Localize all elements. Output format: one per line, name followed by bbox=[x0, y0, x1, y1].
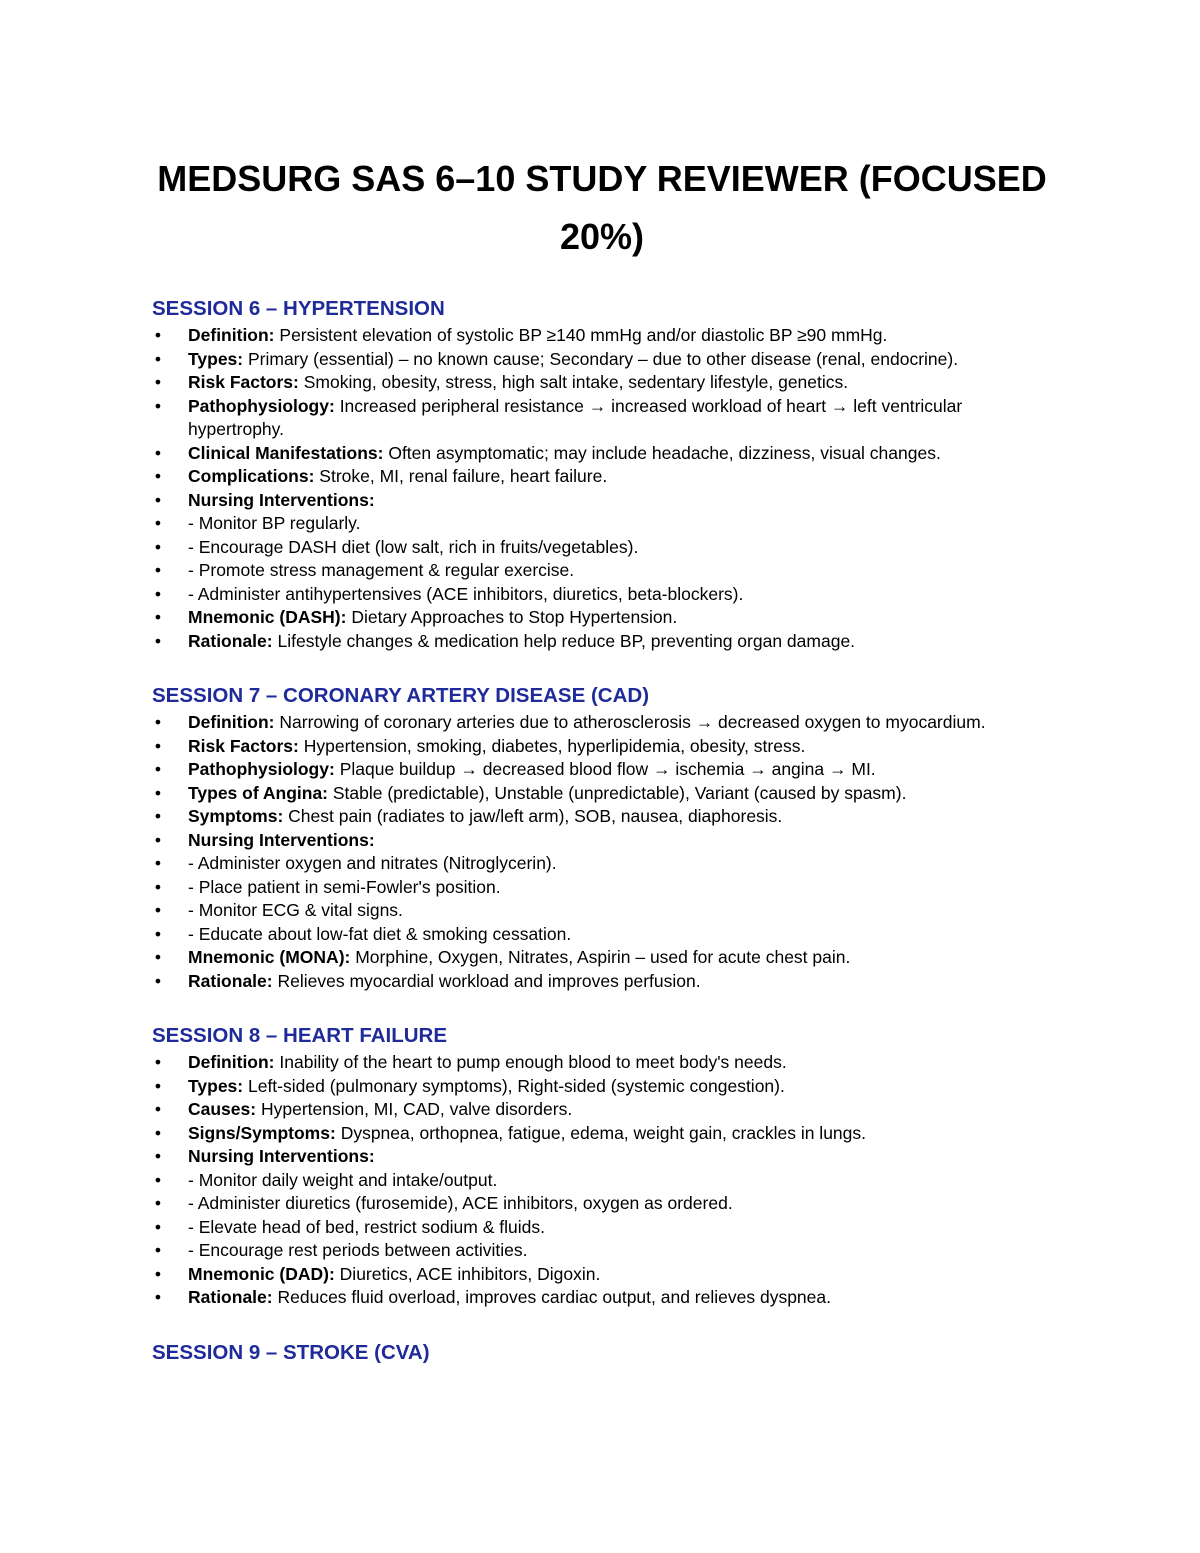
item-label: Risk Factors: bbox=[188, 735, 299, 756]
item-label: Mnemonic (DASH): bbox=[188, 607, 347, 627]
item-label: Nursing Interventions: bbox=[188, 1146, 375, 1166]
bullet-icon: • bbox=[154, 630, 162, 651]
bullet-icon: • bbox=[154, 325, 162, 345]
bullet-icon: • bbox=[154, 536, 162, 557]
list-item bbox=[152, 465, 1052, 489]
bullet-icon: • bbox=[154, 876, 162, 897]
bullet-icon: • bbox=[154, 735, 162, 756]
bullet-icon: • bbox=[154, 853, 162, 873]
item-text: Lifestyle changes & medication help reduce BP, preventing organ damage. bbox=[277, 630, 856, 651]
item-text: Increased peripheral resistance → increased workload of heart → left ventricular hypertrophy. bbox=[188, 395, 963, 439]
list-item bbox=[152, 630, 1052, 654]
list-item bbox=[152, 758, 1052, 782]
bullet-icon: • bbox=[154, 442, 162, 463]
item-text: - Educate about low-fat diet & smoking cessation. bbox=[188, 923, 572, 944]
item-text: Chest pain (radiates to jaw/left arm), SOB, nausea, diaphoresis. bbox=[288, 806, 783, 826]
section-3 bbox=[152, 1023, 1052, 1310]
list-item bbox=[152, 512, 1052, 536]
bullet-icon: • bbox=[154, 372, 162, 392]
item-text: - Monitor daily weight and intake/output. bbox=[188, 1169, 498, 1190]
item-text: Inability of the heart to pump enough blood to meet body's needs. bbox=[279, 1052, 787, 1072]
item-text: - Elevate head of bed, restrict sodium & fluids. bbox=[188, 1216, 545, 1237]
list-item bbox=[152, 1286, 1052, 1310]
section-1 bbox=[152, 296, 1052, 653]
list-item bbox=[152, 395, 1052, 442]
bullet-icon: • bbox=[154, 1193, 162, 1213]
list-item bbox=[152, 442, 1052, 466]
list-item bbox=[152, 899, 1052, 923]
item-label: Nursing Interventions: bbox=[188, 489, 375, 510]
item-text: - Administer antihypertensives (ACE inhibitors, diuretics, beta-blockers). bbox=[188, 583, 744, 604]
item-label: Risk Factors: bbox=[188, 372, 299, 392]
bullet-icon: • bbox=[154, 1216, 162, 1237]
section-item-list bbox=[152, 324, 1052, 653]
item-text: Reduces fluid overload, improves cardiac output, and relieves dyspnea. bbox=[277, 1287, 831, 1307]
item-text: Diuretics, ACE inhibitors, Digoxin. bbox=[339, 1263, 601, 1284]
item-label: Pathophysiology: bbox=[188, 759, 335, 779]
list-item bbox=[152, 606, 1052, 630]
list-item bbox=[152, 583, 1052, 607]
item-label: Definition: bbox=[188, 1052, 275, 1072]
list-item bbox=[152, 946, 1052, 970]
bullet-icon: • bbox=[154, 583, 162, 604]
bullet-icon: • bbox=[154, 947, 162, 967]
list-item bbox=[152, 1263, 1052, 1287]
bullet-icon: • bbox=[154, 607, 162, 627]
item-label: Pathophysiology: bbox=[188, 395, 335, 416]
item-text: Primary (essential) – no known cause; Secondary – due to other disease (renal, endocrine). bbox=[247, 348, 959, 369]
list-item bbox=[152, 371, 1052, 395]
bullet-icon: • bbox=[154, 513, 162, 533]
bullet-icon: • bbox=[154, 782, 162, 803]
bullet-icon: • bbox=[154, 1122, 162, 1143]
bullet-icon: • bbox=[154, 1146, 162, 1166]
item-text: Stable (predictable), Unstable (unpredictable), Variant (caused by spasm). bbox=[332, 782, 907, 803]
list-item bbox=[152, 735, 1052, 759]
item-text: Relieves myocardial workload and improves perfusion. bbox=[277, 970, 701, 991]
section-4 bbox=[152, 1340, 1052, 1366]
list-item bbox=[152, 348, 1052, 372]
section-2 bbox=[152, 683, 1052, 993]
bullet-icon: • bbox=[154, 1287, 162, 1307]
item-text: Hypertension, smoking, diabetes, hyperlipidemia, obesity, stress. bbox=[303, 735, 806, 756]
bullet-icon: • bbox=[154, 900, 162, 920]
item-text: Dyspnea, orthopnea, fatigue, edema, weight gain, crackles in lungs. bbox=[340, 1122, 867, 1143]
list-item bbox=[152, 1216, 1052, 1240]
item-label: Clinical Manifestations: bbox=[188, 442, 384, 463]
list-item bbox=[152, 324, 1052, 348]
item-text: Left-sided (pulmonary symptoms), Right-sided (systemic congestion). bbox=[247, 1075, 785, 1096]
item-label: Signs/Symptoms: bbox=[188, 1122, 336, 1143]
item-label: Definition: bbox=[188, 712, 275, 732]
item-text: Often asymptomatic; may include headache, dizziness, visual changes. bbox=[388, 442, 941, 463]
section-heading: SESSION 8 – HEART FAILURE bbox=[152, 1024, 448, 1047]
list-item bbox=[152, 876, 1052, 900]
list-item bbox=[152, 852, 1052, 876]
item-label: Mnemonic (MONA): bbox=[188, 947, 351, 967]
bullet-icon: • bbox=[154, 466, 162, 486]
item-text: Persistent elevation of systolic BP ≥140 mmHg and/or diastolic BP ≥90 mmHg. bbox=[279, 325, 888, 345]
list-item bbox=[152, 923, 1052, 947]
bullet-icon: • bbox=[154, 395, 162, 416]
item-label: Nursing Interventions: bbox=[188, 829, 375, 850]
list-item bbox=[152, 489, 1052, 513]
sections-container bbox=[152, 296, 1052, 1366]
list-item bbox=[152, 1051, 1052, 1075]
list-item bbox=[152, 1239, 1052, 1263]
bullet-icon: • bbox=[154, 1240, 162, 1260]
item-text: Hypertension, MI, CAD, valve disorders. bbox=[260, 1099, 573, 1119]
document-page bbox=[152, 150, 1052, 1368]
item-label: Rationale: bbox=[188, 1287, 273, 1307]
list-item bbox=[152, 805, 1052, 829]
item-label: Types of Angina: bbox=[188, 782, 328, 803]
item-label: Symptoms: bbox=[188, 806, 284, 826]
bullet-icon: • bbox=[154, 1075, 162, 1096]
list-item bbox=[152, 829, 1052, 853]
item-text: Narrowing of coronary arteries due to atherosclerosis → decreased oxygen to myocardium. bbox=[279, 712, 986, 732]
item-text: - Monitor ECG & vital signs. bbox=[188, 900, 403, 920]
item-text: Dietary Approaches to Stop Hypertension. bbox=[351, 607, 678, 627]
list-item bbox=[152, 1075, 1052, 1099]
bullet-icon: • bbox=[154, 923, 162, 944]
item-text: Smoking, obesity, stress, high salt intake, sedentary lifestyle, genetics. bbox=[303, 372, 849, 392]
section-heading: SESSION 6 – HYPERTENSION bbox=[152, 297, 445, 320]
item-text: - Monitor BP regularly. bbox=[188, 513, 361, 533]
list-item bbox=[152, 970, 1052, 994]
item-text: Morphine, Oxygen, Nitrates, Aspirin – used for acute chest pain. bbox=[355, 947, 851, 967]
item-label: Causes: bbox=[188, 1099, 257, 1119]
section-heading: SESSION 9 – STROKE (CVA) bbox=[152, 1340, 430, 1364]
item-label: Types: bbox=[188, 1075, 244, 1096]
list-item bbox=[152, 1145, 1052, 1169]
section-heading: SESSION 7 – CORONARY ARTERY DISEASE (CAD) bbox=[152, 684, 650, 707]
bullet-icon: • bbox=[154, 1052, 162, 1072]
item-text: - Encourage DASH diet (low salt, rich in fruits/vegetables). bbox=[188, 536, 639, 557]
item-text: Stroke, MI, renal failure, heart failure. bbox=[319, 466, 608, 486]
list-item bbox=[152, 536, 1052, 560]
item-label: Rationale: bbox=[188, 970, 273, 991]
list-item bbox=[152, 1169, 1052, 1193]
bullet-icon: • bbox=[154, 560, 162, 580]
list-item bbox=[152, 559, 1052, 583]
bullet-icon: • bbox=[154, 1099, 162, 1119]
bullet-icon: • bbox=[154, 806, 162, 826]
item-text: - Promote stress management & regular exercise. bbox=[188, 560, 575, 580]
item-text: - Place patient in semi-Fowler's position. bbox=[188, 876, 501, 897]
list-item bbox=[152, 1192, 1052, 1216]
section-item-list bbox=[152, 711, 1052, 993]
list-item bbox=[152, 1098, 1052, 1122]
document-title: MEDSURG SAS 6–10 STUDY REVIEWER (FOCUSED 20%) bbox=[157, 158, 1047, 257]
item-text: - Administer diuretics (furosemide), ACE inhibitors, oxygen as ordered. bbox=[188, 1193, 733, 1213]
list-item bbox=[152, 782, 1052, 806]
item-text: - Encourage rest periods between activities. bbox=[188, 1240, 528, 1260]
bullet-icon: • bbox=[154, 489, 162, 510]
bullet-icon: • bbox=[154, 829, 162, 850]
bullet-icon: • bbox=[154, 1263, 162, 1284]
item-label: Complications: bbox=[188, 466, 315, 486]
item-text: - Administer oxygen and nitrates (Nitroglycerin). bbox=[188, 853, 557, 873]
item-label: Types: bbox=[188, 348, 244, 369]
item-label: Definition: bbox=[188, 325, 275, 345]
section-item-list bbox=[152, 1051, 1052, 1310]
bullet-icon: • bbox=[154, 712, 162, 732]
item-text: Plaque buildup → decreased blood flow → ischemia → angina → MI. bbox=[339, 759, 876, 779]
bullet-icon: • bbox=[154, 348, 162, 369]
item-label: Rationale: bbox=[188, 630, 273, 651]
bullet-icon: • bbox=[154, 970, 162, 991]
list-item bbox=[152, 711, 1052, 735]
item-label: Mnemonic (DAD): bbox=[188, 1263, 335, 1284]
list-item bbox=[152, 1122, 1052, 1146]
bullet-icon: • bbox=[154, 759, 162, 779]
bullet-icon: • bbox=[154, 1169, 162, 1190]
